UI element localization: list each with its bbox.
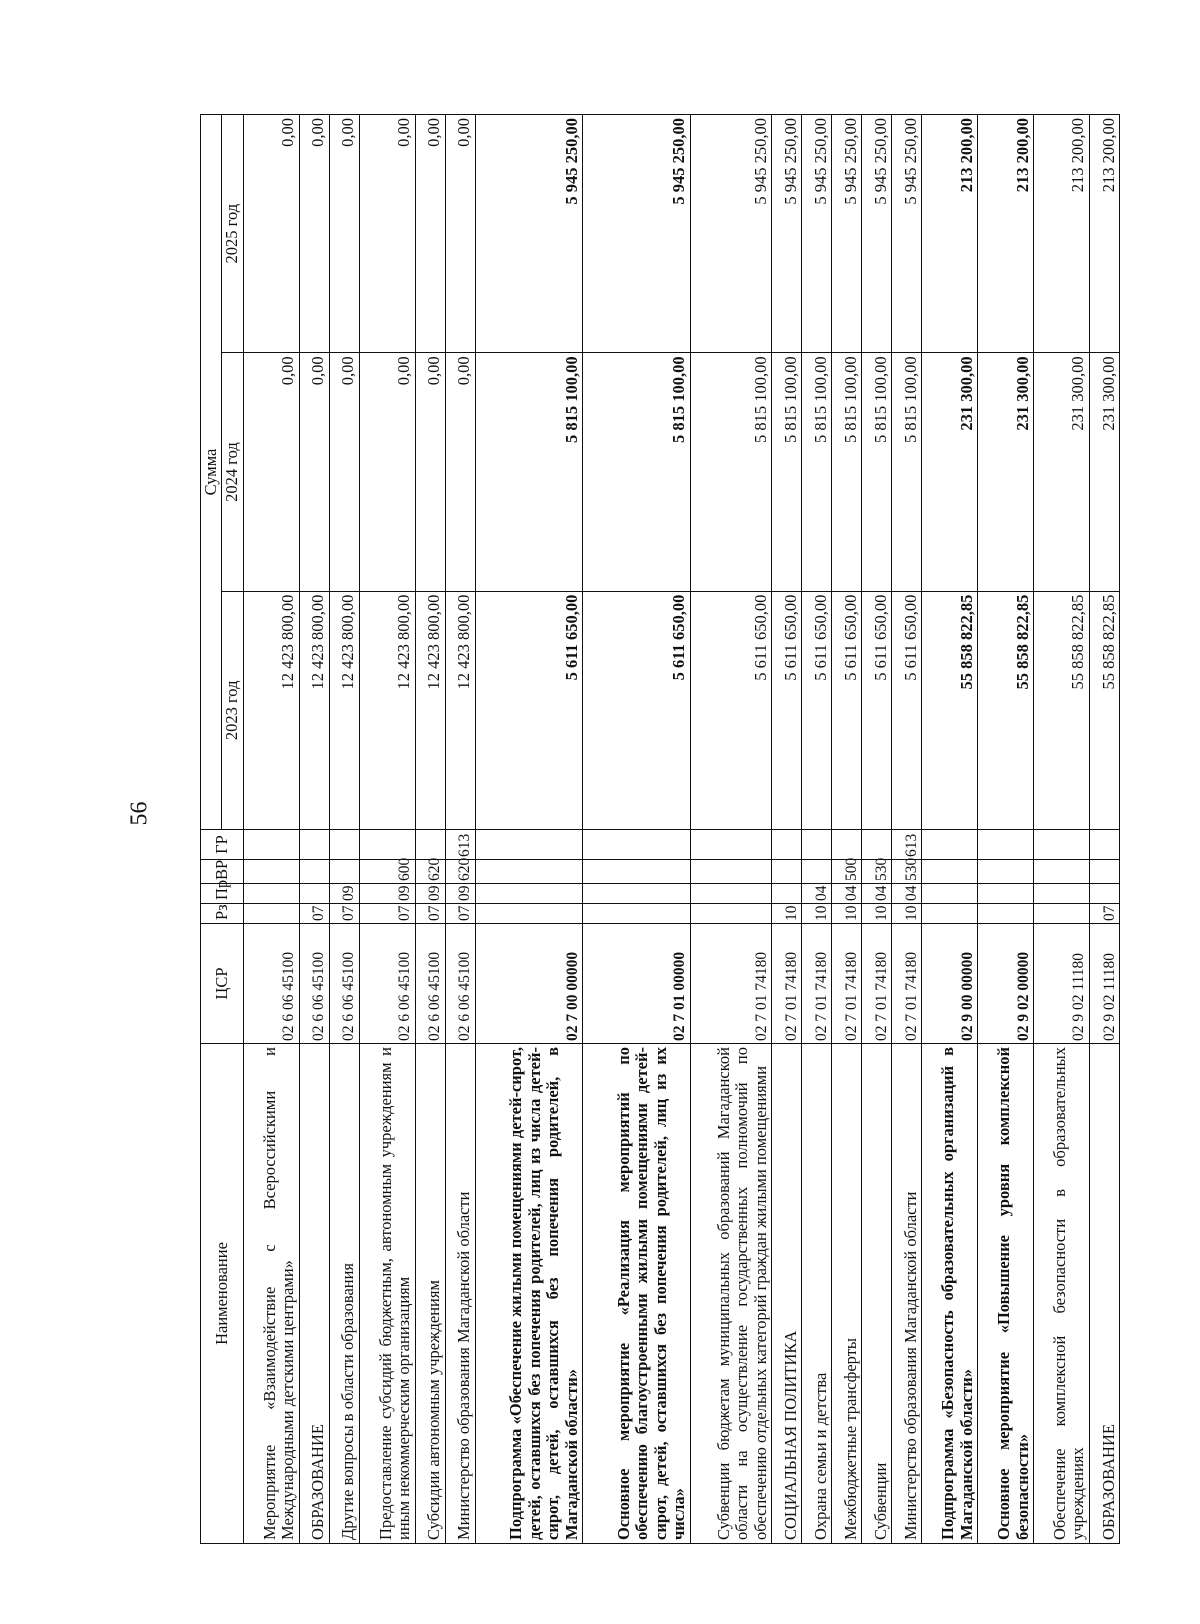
row-csr: 02 7 01 74180 xyxy=(690,924,772,1044)
row-pr: 09 xyxy=(415,884,445,904)
row-csr: 02 9 02 11180 xyxy=(1034,924,1090,1044)
row-csr: 02 6 06 45100 xyxy=(415,924,445,1044)
row-sum-2025: 5 945 250,00 xyxy=(772,115,802,353)
row-pr: 04 xyxy=(892,884,922,904)
row-name: Межбюджетные трансферты xyxy=(832,1044,862,1544)
row-sum-2023: 12 423 800,00 xyxy=(243,591,299,829)
row-vr xyxy=(299,860,329,884)
header-name: Наименование xyxy=(201,1044,244,1544)
table-row xyxy=(862,115,892,1544)
table-row xyxy=(690,115,772,1544)
table-row xyxy=(802,115,832,1544)
row-gr xyxy=(832,830,862,860)
row-rz: 10 xyxy=(892,904,922,924)
row-csr: 02 9 02 00000 xyxy=(978,924,1034,1044)
row-sum-2025: 5 945 250,00 xyxy=(802,115,832,353)
header-2024: 2024 год xyxy=(222,353,243,591)
row-gr xyxy=(583,830,690,860)
row-vr xyxy=(1089,860,1119,884)
row-rz xyxy=(243,904,299,924)
row-sum-2024: 231 300,00 xyxy=(922,353,978,591)
row-name: Охрана семьи и детства xyxy=(802,1044,832,1544)
table-row xyxy=(415,115,445,1544)
row-vr xyxy=(1034,860,1090,884)
header-sum: Сумма xyxy=(201,115,222,830)
table-row xyxy=(299,115,329,1544)
row-pr xyxy=(243,884,299,904)
page-number: 56 xyxy=(126,801,153,826)
row-rz xyxy=(1034,904,1090,924)
row-csr: 02 7 01 00000 xyxy=(583,924,690,1044)
table-row xyxy=(978,115,1034,1544)
row-gr xyxy=(243,830,299,860)
row-rz xyxy=(690,904,772,924)
row-rz: 07 xyxy=(1089,904,1119,924)
row-sum-2024: 5 815 100,00 xyxy=(690,353,772,591)
row-vr xyxy=(329,860,359,884)
row-sum-2023: 12 423 800,00 xyxy=(415,591,445,829)
row-sum-2024: 5 815 100,00 xyxy=(475,353,582,591)
row-csr: 02 9 02 11180 xyxy=(1089,924,1119,1044)
row-name: Субвенции xyxy=(862,1044,892,1544)
row-rz xyxy=(583,904,690,924)
row-gr xyxy=(329,830,359,860)
row-sum-2024: 5 815 100,00 xyxy=(583,353,690,591)
row-sum-2023: 5 611 650,00 xyxy=(772,591,802,829)
row-rz xyxy=(978,904,1034,924)
row-gr xyxy=(862,830,892,860)
row-sum-2023: 5 611 650,00 xyxy=(802,591,832,829)
row-vr xyxy=(802,860,832,884)
row-vr: 500 xyxy=(832,860,862,884)
row-sum-2025: 213 200,00 xyxy=(1034,115,1090,353)
header-2025: 2025 год xyxy=(222,115,243,353)
row-name: Субвенции бюджетам муниципальных образований Магаданской области на осуществление государственных полномочий по обеспечению отдельных категорий граждан жилыми помещениями xyxy=(690,1044,772,1544)
row-sum-2024: 231 300,00 xyxy=(1089,353,1119,591)
table-row xyxy=(243,115,299,1544)
row-gr: 613 xyxy=(445,830,475,860)
row-csr: 02 7 01 74180 xyxy=(832,924,862,1044)
row-vr: 620 xyxy=(415,860,445,884)
row-vr xyxy=(475,860,582,884)
row-rz: 07 xyxy=(359,904,415,924)
row-pr xyxy=(299,884,329,904)
row-vr xyxy=(583,860,690,884)
row-sum-2025: 213 200,00 xyxy=(922,115,978,353)
row-name: Другие вопросы в области образования xyxy=(329,1044,359,1544)
table-row xyxy=(772,115,802,1544)
row-vr: 620 xyxy=(445,860,475,884)
row-rz: 10 xyxy=(832,904,862,924)
row-pr xyxy=(583,884,690,904)
row-gr xyxy=(978,830,1034,860)
row-sum-2025: 5 945 250,00 xyxy=(832,115,862,353)
row-vr xyxy=(690,860,772,884)
row-vr xyxy=(772,860,802,884)
row-sum-2023: 55 858 822,85 xyxy=(1089,591,1119,829)
row-vr: 530 xyxy=(862,860,892,884)
row-name: Министерство образования Магаданской области xyxy=(445,1044,475,1544)
row-name: Субсидии автономным учреждениям xyxy=(415,1044,445,1544)
row-csr: 02 7 01 74180 xyxy=(772,924,802,1044)
row-sum-2024: 5 815 100,00 xyxy=(802,353,832,591)
row-sum-2023: 5 611 650,00 xyxy=(475,591,582,829)
table-row xyxy=(445,115,475,1544)
row-rz: 07 xyxy=(299,904,329,924)
row-sum-2024: 5 815 100,00 xyxy=(832,353,862,591)
row-csr: 02 7 01 74180 xyxy=(862,924,892,1044)
budget-table xyxy=(200,114,1120,1544)
row-name: Министерство образования Магаданской области xyxy=(892,1044,922,1544)
row-name: Основное мероприятие «Повышение уровня комплексной безопасности» xyxy=(978,1044,1034,1544)
row-rz xyxy=(922,904,978,924)
row-rz: 07 xyxy=(415,904,445,924)
table-row xyxy=(329,115,359,1544)
header-csr: ЦСР xyxy=(201,924,244,1044)
row-pr: 04 xyxy=(862,884,892,904)
row-name: Подпрограмма «Обеспечение жилыми помещениями детей-сирот, детей, оставшихся без попечения родителей, лиц из числа детей-сирот, детей, оставшихся без попечения родителей, в Магаданской области» xyxy=(475,1044,582,1544)
row-sum-2024: 5 815 100,00 xyxy=(772,353,802,591)
row-pr xyxy=(978,884,1034,904)
row-sum-2023: 5 611 650,00 xyxy=(690,591,772,829)
row-vr xyxy=(922,860,978,884)
row-sum-2025: 213 200,00 xyxy=(1089,115,1119,353)
row-sum-2023: 5 611 650,00 xyxy=(892,591,922,829)
header-2023: 2023 год xyxy=(222,591,243,829)
row-csr: 02 6 06 45100 xyxy=(329,924,359,1044)
row-gr xyxy=(299,830,329,860)
rotated-page xyxy=(200,114,1120,1544)
row-name: Основное мероприятие «Реализация мероприятий по обеспечению благоустроенными жилыми помещениями детей-сирот, детей, оставшихся без попечения родителей, лиц из их числа» xyxy=(583,1044,690,1544)
row-gr xyxy=(922,830,978,860)
table-row xyxy=(1034,115,1090,1544)
row-sum-2025: 5 945 250,00 xyxy=(862,115,892,353)
row-sum-2023: 12 423 800,00 xyxy=(329,591,359,829)
row-sum-2025: 5 945 250,00 xyxy=(690,115,772,353)
row-gr xyxy=(1089,830,1119,860)
row-pr: 09 xyxy=(445,884,475,904)
row-sum-2025: 5 945 250,00 xyxy=(892,115,922,353)
table-row xyxy=(892,115,922,1544)
row-name: ОБРАЗОВАНИЕ xyxy=(1089,1044,1119,1544)
row-sum-2023: 12 423 800,00 xyxy=(445,591,475,829)
row-csr: 02 7 00 00000 xyxy=(475,924,582,1044)
row-name: СОЦИАЛЬНАЯ ПОЛИТИКА xyxy=(772,1044,802,1544)
header-gr: ГР xyxy=(201,830,244,860)
table-row xyxy=(1089,115,1119,1544)
row-pr xyxy=(475,884,582,904)
header-rz: Рз xyxy=(201,904,244,924)
row-sum-2025: 5 945 250,00 xyxy=(475,115,582,353)
row-gr: 613 xyxy=(892,830,922,860)
row-pr: 09 xyxy=(359,884,415,904)
row-sum-2023: 55 858 822,85 xyxy=(1034,591,1090,829)
row-sum-2025: 0,00 xyxy=(299,115,329,353)
row-name: ОБРАЗОВАНИЕ xyxy=(299,1044,329,1544)
row-sum-2023: 12 423 800,00 xyxy=(359,591,415,829)
row-rz: 07 xyxy=(329,904,359,924)
table-row xyxy=(475,115,582,1544)
header-row-1 xyxy=(201,115,222,1544)
row-sum-2023: 55 858 822,85 xyxy=(922,591,978,829)
row-gr xyxy=(1034,830,1090,860)
row-rz: 07 xyxy=(445,904,475,924)
table-row xyxy=(922,115,978,1544)
row-sum-2023: 12 423 800,00 xyxy=(299,591,329,829)
row-vr xyxy=(243,860,299,884)
row-sum-2025: 5 945 250,00 xyxy=(583,115,690,353)
row-sum-2024: 231 300,00 xyxy=(1034,353,1090,591)
row-csr: 02 6 06 45100 xyxy=(299,924,329,1044)
row-sum-2023: 55 858 822,85 xyxy=(978,591,1034,829)
row-sum-2024: 5 815 100,00 xyxy=(892,353,922,591)
row-vr: 600 xyxy=(359,860,415,884)
row-sum-2025: 0,00 xyxy=(329,115,359,353)
row-sum-2024: 0,00 xyxy=(445,353,475,591)
row-csr: 02 6 06 45100 xyxy=(445,924,475,1044)
row-csr: 02 6 06 45100 xyxy=(243,924,299,1044)
row-csr: 02 6 06 45100 xyxy=(359,924,415,1044)
row-pr xyxy=(922,884,978,904)
row-csr: 02 7 01 74180 xyxy=(802,924,832,1044)
row-csr: 02 7 01 74180 xyxy=(892,924,922,1044)
row-rz xyxy=(475,904,582,924)
row-name: Мероприятие «Взаимодействие с Всероссийскими и Международными детскими центрами» xyxy=(243,1044,299,1544)
row-sum-2025: 213 200,00 xyxy=(978,115,1034,353)
row-pr: 09 xyxy=(329,884,359,904)
row-sum-2025: 0,00 xyxy=(359,115,415,353)
header-pr: Пр xyxy=(201,884,244,904)
table-row xyxy=(359,115,415,1544)
row-sum-2023: 5 611 650,00 xyxy=(583,591,690,829)
row-pr: 04 xyxy=(832,884,862,904)
row-sum-2024: 0,00 xyxy=(359,353,415,591)
row-sum-2024: 231 300,00 xyxy=(978,353,1034,591)
row-rz: 10 xyxy=(802,904,832,924)
table-row xyxy=(583,115,690,1544)
table-body xyxy=(243,115,1119,1544)
row-gr xyxy=(690,830,772,860)
row-gr xyxy=(415,830,445,860)
row-sum-2025: 0,00 xyxy=(445,115,475,353)
row-name: Предоставление субсидий бюджетным, автономным учреждениям и иным некоммерческим организациям xyxy=(359,1044,415,1544)
row-sum-2025: 0,00 xyxy=(243,115,299,353)
row-pr: 04 xyxy=(802,884,832,904)
row-pr xyxy=(1089,884,1119,904)
row-sum-2024: 0,00 xyxy=(243,353,299,591)
row-rz: 10 xyxy=(862,904,892,924)
row-vr: 530 xyxy=(892,860,922,884)
row-sum-2023: 5 611 650,00 xyxy=(832,591,862,829)
row-gr xyxy=(802,830,832,860)
row-vr xyxy=(978,860,1034,884)
row-sum-2024: 5 815 100,00 xyxy=(862,353,892,591)
row-rz: 10 xyxy=(772,904,802,924)
header-vr: ВР xyxy=(201,860,244,884)
row-pr xyxy=(1034,884,1090,904)
row-gr xyxy=(359,830,415,860)
row-sum-2025: 0,00 xyxy=(415,115,445,353)
row-sum-2023: 5 611 650,00 xyxy=(862,591,892,829)
row-sum-2024: 0,00 xyxy=(329,353,359,591)
row-gr xyxy=(475,830,582,860)
row-name: Подпрограмма «Безопасность образовательных организаций в Магаданской области» xyxy=(922,1044,978,1544)
row-name: Обеспечение комплексной безопасности в образовательных учреждениях xyxy=(1034,1044,1090,1544)
row-pr xyxy=(690,884,772,904)
row-sum-2024: 0,00 xyxy=(415,353,445,591)
table-row xyxy=(832,115,862,1544)
row-sum-2024: 0,00 xyxy=(299,353,329,591)
row-gr xyxy=(772,830,802,860)
row-pr xyxy=(772,884,802,904)
row-csr: 02 9 00 00000 xyxy=(922,924,978,1044)
